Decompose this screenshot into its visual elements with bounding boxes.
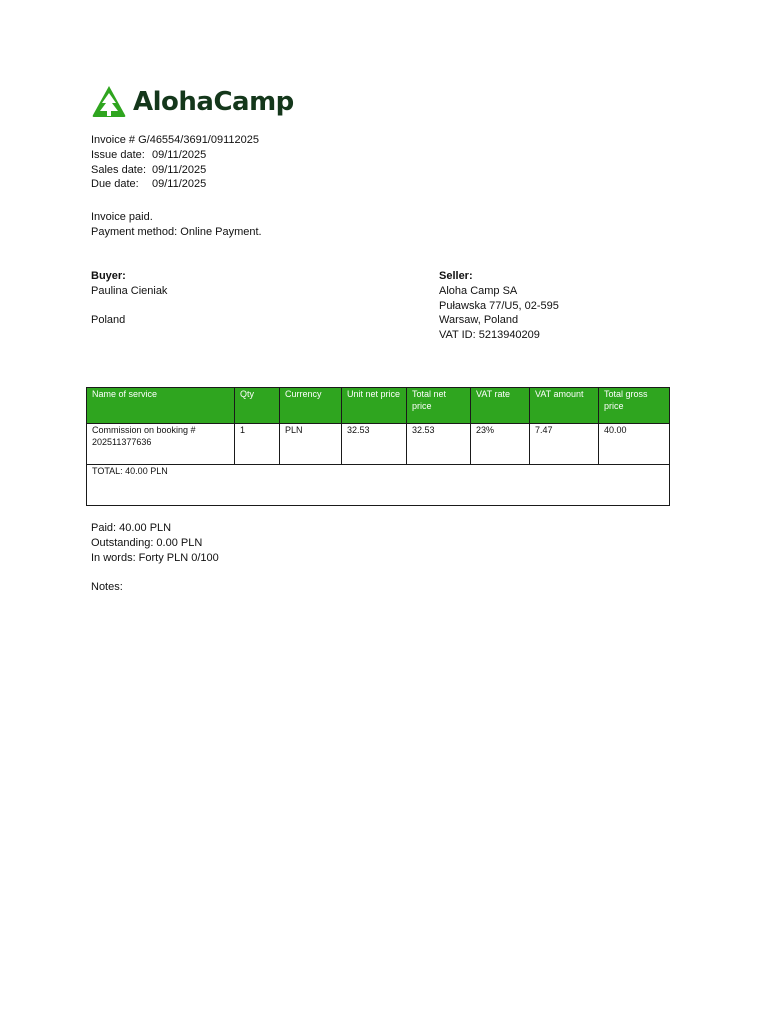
cell-total-net-price: 32.53 [407,424,471,465]
header-vat-amount: VAT amount [530,388,599,424]
notes-label: Notes: [91,581,123,594]
cell-total-gross-price: 40.00 [599,424,670,465]
seller-name: Aloha Camp SA [439,284,518,297]
table-total: TOTAL: 40.00 PLN [87,465,670,506]
seller-vat: VAT ID: 5213940209 [439,329,540,342]
brand-logo [91,84,294,120]
paid-amount: Paid: 40.00 PLN [91,522,172,534]
issue-date-label: Issue date: [91,148,145,161]
outstanding-amount: Outstanding: 0.00 PLN [91,536,203,549]
amount-in-words: In words: Forty PLN 0/100 [91,551,219,564]
seller-section [439,269,559,343]
header-currency: Currency [280,388,342,424]
summary-spacer [91,565,219,580]
cell-vat-rate: 23% [471,424,530,465]
cell-unit-net-price: 32.53 [342,424,407,465]
header-unit-net-price: Unit net price [342,388,407,424]
cell-vat-amount: 7.47 [530,424,599,465]
sales-date-value: 09/11/2025 [152,163,207,176]
cell-qty: 1 [235,424,280,465]
payment-status: Invoice paid. [91,211,153,223]
tree-icon [91,85,127,119]
payment-info [91,210,262,240]
seller-street: Puławska 77/U5, 02-595 [439,299,559,312]
buyer-section [91,269,167,328]
buyer-heading: Buyer: [91,270,126,282]
invoice-number: Invoice # G/46554/3691/09112025 [91,134,259,146]
table-row [87,424,670,465]
seller-city: Warsaw, Poland [439,314,519,327]
cell-service: Commission on booking # 202511377636 [87,424,235,465]
header-total-net-price: Total net price [407,388,471,424]
issue-date-row [91,148,259,163]
buyer-name: Paulina Cieniak [91,284,168,297]
issue-date-value: 09/11/2025 [152,148,207,161]
buyer-spacer [91,299,167,314]
due-date-value: 09/11/2025 [152,178,207,191]
cell-currency: PLN [280,424,342,465]
header-vat-rate: VAT rate [471,388,530,424]
header-name-of-service: Name of service [87,388,235,424]
sales-date-label: Sales date: [91,163,147,176]
table-header-row [87,388,670,424]
brand-name: AlohaCamp [133,87,294,117]
due-date-label: Due date: [91,178,139,191]
payment-summary [91,521,219,595]
header-qty: Qty [235,388,280,424]
invoice-details [91,133,259,192]
payment-method: Payment method: Online Payment. [91,225,262,238]
sales-date-row [91,163,259,178]
header-total-gross-price: Total gross price [599,388,670,424]
due-date-row [91,177,259,192]
buyer-country: Poland [91,314,126,327]
seller-heading: Seller: [439,270,473,282]
table-total-row [87,465,670,506]
items-table [86,387,670,506]
